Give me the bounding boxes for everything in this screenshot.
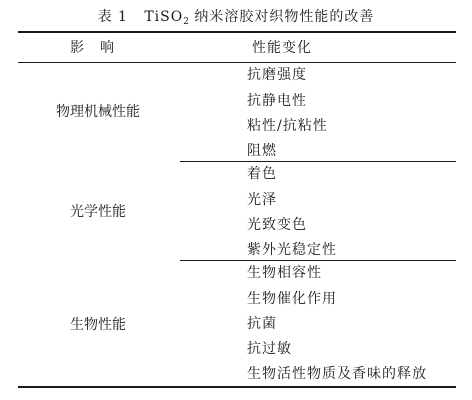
property-item: 生物活性物质及香味的释放 [247, 366, 427, 382]
property-item: 抗过敏 [247, 341, 292, 357]
property-item: 着色 [247, 166, 277, 182]
property-item: 抗磨强度 [247, 67, 307, 83]
group-divider-1 [180, 161, 456, 162]
group-biological: 生物性能 [70, 317, 126, 333]
property-item: 抗菌 [247, 316, 277, 332]
group-physical-mechanical: 物理机械性能 [56, 104, 140, 120]
header-property-change: 性能变化 [252, 40, 312, 56]
caption-suffix: 纳米溶胶对织物性能的改善 [194, 9, 375, 25]
property-item: 生物催化作用 [247, 291, 337, 307]
header-influence: 影 响 [70, 40, 115, 56]
caption-prefix: 表 1 [97, 9, 128, 25]
table-bottom-rule [18, 386, 456, 388]
property-item: 抗静电性 [247, 93, 307, 109]
group-divider-2 [180, 260, 456, 261]
property-item: 生物相容性 [247, 265, 322, 281]
table-caption [0, 6, 472, 27]
property-item: 阻燃 [247, 143, 277, 159]
table-top-rule [18, 31, 456, 33]
caption-formula-subscript: 2 [183, 17, 189, 27]
property-item: 紫外光稳定性 [247, 242, 337, 258]
property-item: 光泽 [247, 192, 277, 208]
caption-formula: TiSO [144, 9, 184, 25]
property-item: 粘性/抗粘性 [247, 118, 328, 134]
group-optical: 光学性能 [70, 204, 126, 220]
property-item: 光致变色 [247, 217, 307, 233]
header-bottom-rule [18, 62, 456, 63]
